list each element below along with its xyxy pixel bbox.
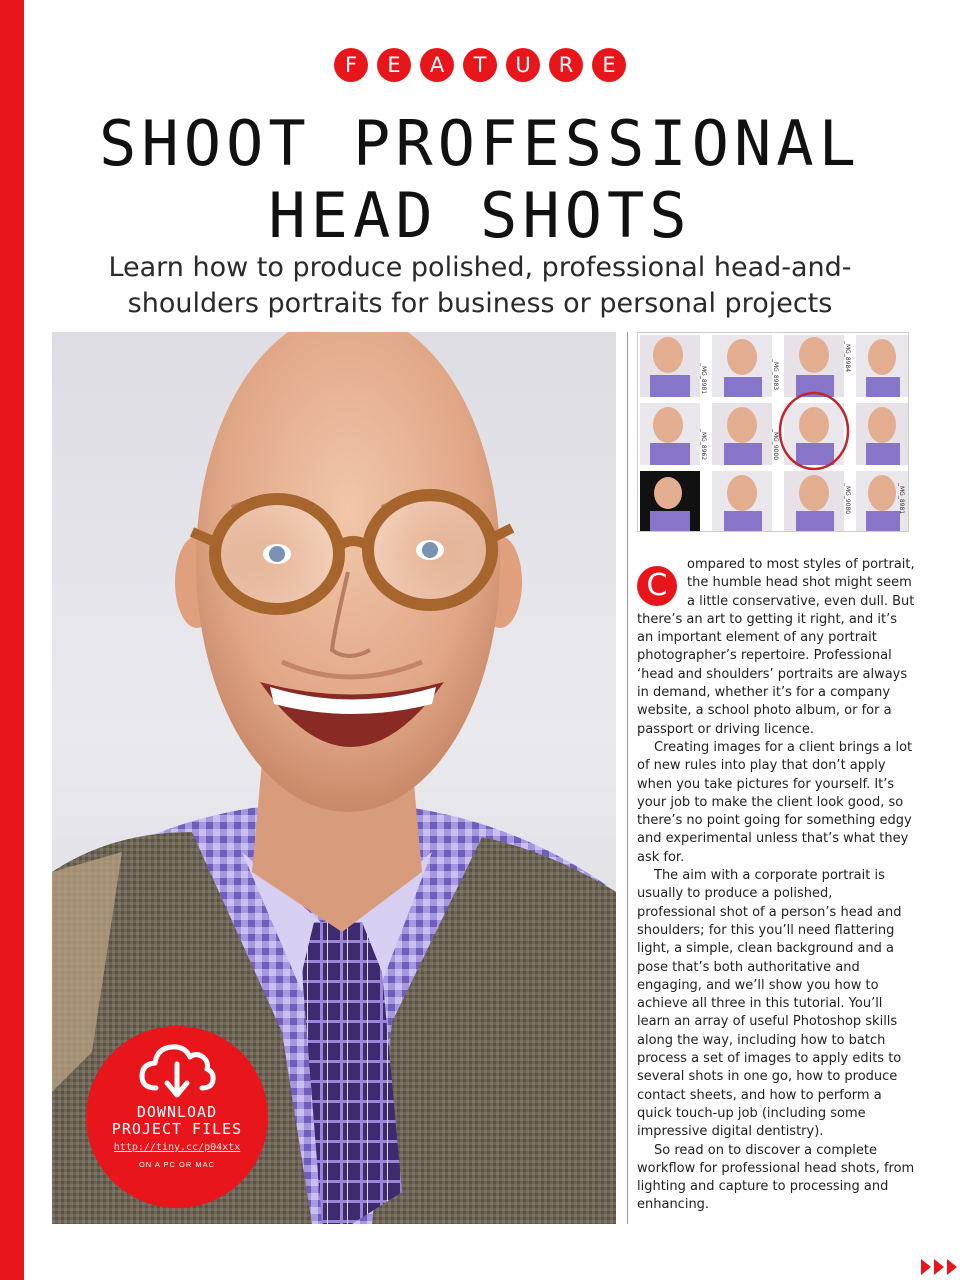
badge-title-line-2: PROJECT FILES bbox=[111, 1120, 243, 1138]
article-paragraph: Creating images for a client brings a lot of new rules into play that don’t apply when you take pictures for yourself. It’s your job to make the client look good, so there’s no point going for something edgy and experimental unless that’s what they ask for. bbox=[637, 739, 913, 865]
feature-letter: A bbox=[420, 48, 454, 82]
download-project-files-badge[interactable] bbox=[86, 1026, 268, 1208]
frame-label: _MG_8983 bbox=[772, 359, 779, 391]
next-page-arrows-icon[interactable] bbox=[921, 1257, 959, 1277]
article-paragraph: So read on to discover a complete workflow for professional head shots, from lighting and capture to processing and enhancing. bbox=[637, 1142, 915, 1213]
frame-label: _MG_8962 bbox=[700, 429, 707, 461]
cloud-download-icon bbox=[138, 1040, 216, 1102]
badge-title-line-1: DOWNLOAD bbox=[136, 1103, 218, 1121]
page-title bbox=[40, 108, 920, 252]
red-edge-bar bbox=[0, 0, 24, 1280]
article-paragraph bbox=[637, 556, 915, 739]
feature-letter: R bbox=[549, 48, 583, 82]
title-line-2: HEAD SHOTS bbox=[268, 179, 692, 252]
drop-cap: C bbox=[637, 566, 677, 606]
standfirst bbox=[40, 250, 920, 322]
paragraph-text: ompared to most styles of portrait, the humble head shot might seem a little conservative, even dull. But there’s an art to getting it right, and it’s an important element of any portrait photographer’s repertoire. Professional ‘head and shoulders’ portraits are always in demand, whether it’s for a company website, a school photo album, or for a passport or driving licence. bbox=[637, 557, 915, 737]
frame-label: _MG_8984 bbox=[844, 341, 851, 373]
frame-label: _MG_8981 bbox=[700, 363, 707, 395]
download-link[interactable]: http://tiny.cc/p04xtx bbox=[113, 1142, 241, 1153]
frame-label: _MG_9000 bbox=[772, 429, 779, 461]
feature-letter: U bbox=[506, 48, 540, 82]
article-paragraph: The aim with a corporate portrait is usually to produce a polished, professional shot of a person’s head and shoulders; for this you’ll need flattering light, a simple, clean background and a pose that’s both authoritative and engaging, and we’ll show you how to achieve all three in this tutorial. You’ll learn an array of useful Photoshop skills along the way, including how to batch process a set of images to apply edits to several shots in one go, how to produce contact sheets, and how to perform a quick touch-up job (including some impressive digital dentistry). bbox=[637, 868, 902, 1140]
frame-label: _MG_8981 bbox=[898, 483, 905, 515]
feature-letter: F bbox=[334, 48, 368, 82]
badge-platform-note: ON A PC OR MAC bbox=[138, 1160, 216, 1169]
feature-letter: E bbox=[592, 48, 626, 82]
section-label-feature bbox=[0, 48, 960, 82]
feature-letter: T bbox=[463, 48, 497, 82]
title-line-1: SHOOT PROFESSIONAL bbox=[99, 107, 861, 180]
standfirst-line-1: Learn how to produce polished, professional head-and- bbox=[108, 252, 852, 283]
article-body bbox=[637, 556, 915, 1215]
contact-sheet-image bbox=[637, 332, 909, 532]
standfirst-line-2: shoulders portraits for business or personal projects bbox=[127, 288, 833, 319]
contact-sheet-grid bbox=[638, 333, 909, 532]
frame-label: _MG_9080 bbox=[844, 483, 851, 515]
feature-letter: E bbox=[377, 48, 411, 82]
column-divider bbox=[627, 332, 628, 1224]
